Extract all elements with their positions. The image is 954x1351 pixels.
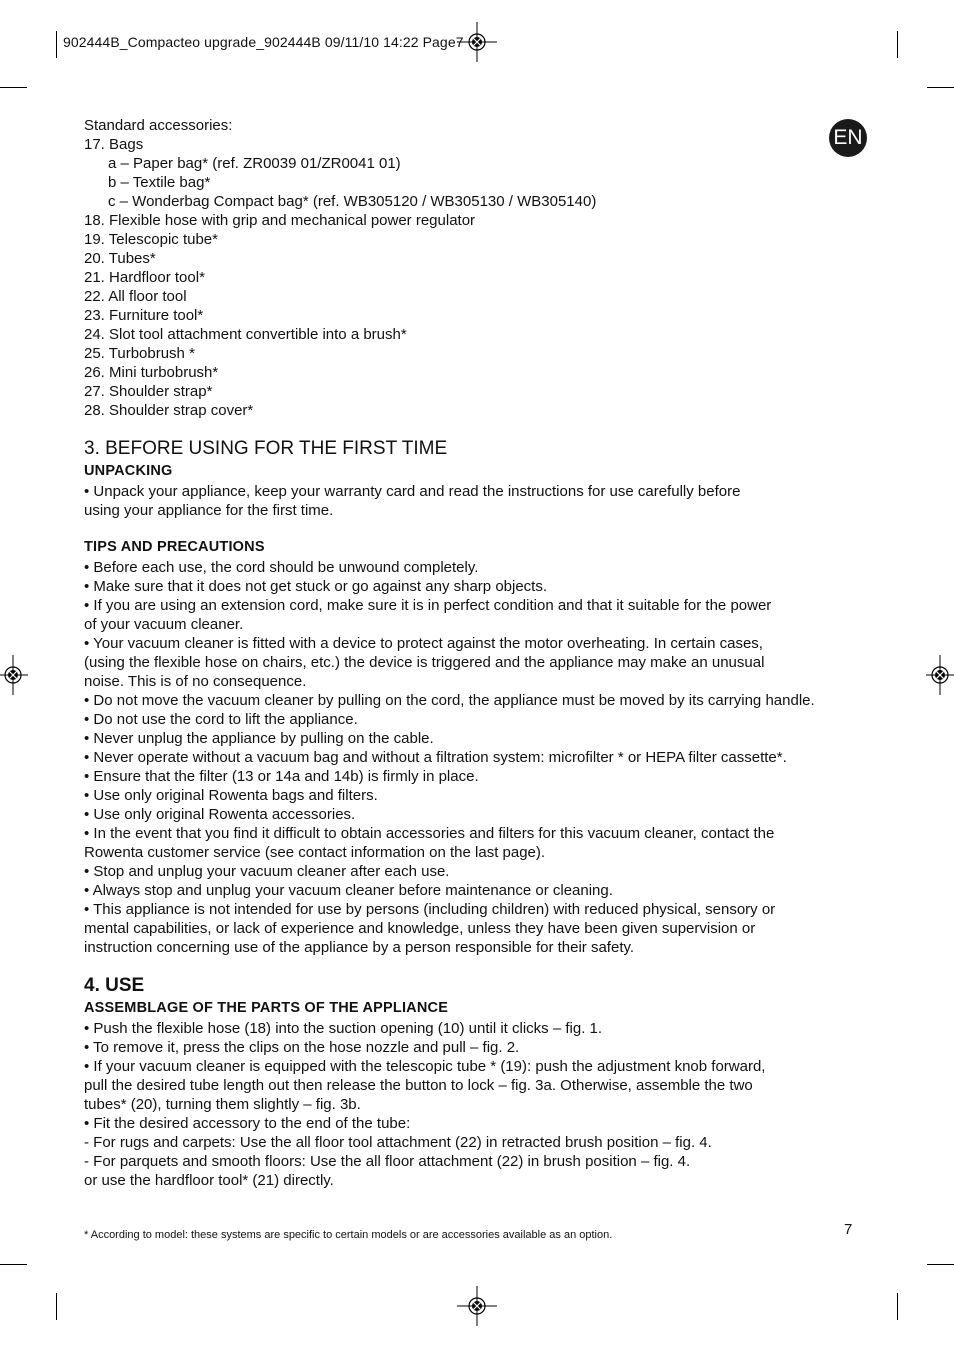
paragraph-line: Rowenta customer service (see contact information on the last page).: [84, 844, 546, 861]
paragraph-line: • Do not move the vacuum cleaner by pulling on the cord, the appliance must be moved by its carrying handle.: [84, 692, 815, 709]
paragraph-line: noise. This is of no consequence.: [84, 673, 307, 690]
list-item: 28. Shoulder strap cover*: [84, 402, 254, 419]
accessories-intro: Standard accessories:: [84, 117, 233, 134]
list-item: 17. Bags: [84, 136, 144, 153]
section-heading: 4. USE: [84, 975, 145, 996]
paragraph-line: • This appliance is not intended for use by persons (including children) with reduced physical, sensory or: [84, 901, 776, 918]
paragraph-line: mental capabilities, or lack of experience and knowledge, unless they have been given supervision or: [84, 920, 756, 937]
list-item: 27. Shoulder strap*: [84, 383, 213, 400]
list-item: 25. Turbobrush *: [84, 345, 195, 362]
paragraph-line: • Unpack your appliance, keep your warranty card and read the instructions for use carefully before: [84, 483, 741, 500]
paragraph-line: • In the event that you find it difficult to obtain accessories and filters for this vacuum cleaner, contact the: [84, 825, 775, 842]
paragraph-line: • If your vacuum cleaner is equipped with the telescopic tube * (19): push the adjustment knob forward,: [84, 1058, 766, 1075]
paragraph-line: pull the desired tube length out then release the button to lock – fig. 3a. Otherwise, assemble the two: [84, 1077, 753, 1094]
crop-mark: [897, 31, 898, 58]
crop-mark: [927, 87, 954, 88]
crop-mark: [927, 1264, 954, 1265]
paragraph-line: - For parquets and smooth floors: Use the all floor attachment (22) in brush position – fig. 4.: [84, 1153, 691, 1170]
paragraph-line: • Before each use, the cord should be unwound completely.: [84, 559, 479, 576]
registration-mark-icon: [926, 655, 954, 695]
paragraph-line: • Make sure that it does not get stuck or go against any sharp objects.: [84, 578, 548, 595]
list-item: 20. Tubes*: [84, 250, 156, 267]
list-item: 19. Telescopic tube*: [84, 231, 218, 248]
paragraph-line: instruction concerning use of the appliance by a person responsible for their safety.: [84, 939, 635, 956]
paragraph-line: • Use only original Rowenta accessories.: [84, 806, 356, 823]
paragraph-line: • Your vacuum cleaner is fitted with a device to protect against the motor overheating. In certain cases,: [84, 635, 763, 652]
paragraph-line: • Do not use the cord to lift the appliance.: [84, 711, 358, 728]
list-item: 23. Furniture tool*: [84, 307, 204, 324]
paragraph-line: tubes* (20), turning them slightly – fig. 3b.: [84, 1096, 361, 1113]
paragraph-line: • Always stop and unplug your vacuum cleaner before maintenance or cleaning.: [84, 882, 613, 899]
print-slug: 902444B_Compacteo upgrade_902444B 09/11/10 14:22 Page7: [63, 34, 464, 50]
list-item: 21. Hardfloor tool*: [84, 269, 205, 286]
paragraph-line: (using the flexible hose on chairs, etc.) the device is triggered and the appliance may make an unusual: [84, 654, 765, 671]
paragraph-line: - For rugs and carpets: Use the all floor tool attachment (22) in retracted brush position – fig. 4.: [84, 1134, 712, 1151]
paragraph-line: • To remove it, press the clips on the hose nozzle and pull – fig. 2.: [84, 1039, 520, 1056]
paragraph-line: • Use only original Rowenta bags and filters.: [84, 787, 378, 804]
paragraph-line: • If you are using an extension cord, make sure it is in perfect condition and that it suitable for the power: [84, 597, 772, 614]
paragraph-line: • Ensure that the filter (13 or 14a and 14b) is firmly in place.: [84, 768, 479, 785]
crop-mark: [897, 1293, 898, 1320]
paragraph-line: • Stop and unplug your vacuum cleaner after each use.: [84, 863, 450, 880]
registration-mark-icon: [0, 655, 28, 695]
list-item: c – Wonderbag Compact bag* (ref. WB305120 / WB305130 / WB305140): [108, 193, 597, 210]
paragraph-line: • Push the flexible hose (18) into the suction opening (10) until it clicks – fig. 1.: [84, 1020, 603, 1037]
list-item: 26. Mini turbobrush*: [84, 364, 219, 381]
language-badge: EN: [829, 119, 867, 157]
crop-mark: [56, 1293, 57, 1320]
page-number: 7: [844, 1221, 853, 1238]
list-item: 22. All floor tool: [84, 288, 187, 305]
crop-mark: [56, 31, 57, 58]
list-item: 18. Flexible hose with grip and mechanical power regulator: [84, 212, 476, 229]
crop-mark: [0, 87, 27, 88]
registration-mark-icon: [457, 1286, 497, 1326]
subsection-heading: UNPACKING: [84, 463, 173, 479]
list-item: 24. Slot tool attachment convertible into a brush*: [84, 326, 407, 343]
footnote: * According to model: these systems are specific to certain models or are accessories available as an option.: [84, 1229, 613, 1241]
paragraph-line: or use the hardfloor tool* (21) directly.: [84, 1172, 334, 1189]
paragraph-line: • Fit the desired accessory to the end of the tube:: [84, 1115, 411, 1132]
list-item: b – Textile bag*: [108, 174, 211, 191]
crop-mark: [0, 1264, 27, 1265]
section-heading: 3. BEFORE USING FOR THE FIRST TIME: [84, 438, 448, 459]
paragraph-line: of your vacuum cleaner.: [84, 616, 244, 633]
paragraph-line: • Never operate without a vacuum bag and without a filtration system: microfilter * or HEPA filter cassette*.: [84, 749, 787, 766]
paragraph-line: using your appliance for the first time.: [84, 502, 334, 519]
subsection-heading: TIPS AND PRECAUTIONS: [84, 539, 265, 555]
list-item: a – Paper bag* (ref. ZR0039 01/ZR0041 01): [108, 155, 401, 172]
paragraph-line: • Never unplug the appliance by pulling on the cable.: [84, 730, 434, 747]
subsection-heading: ASSEMBLAGE OF THE PARTS OF THE APPLIANCE: [84, 1000, 449, 1016]
